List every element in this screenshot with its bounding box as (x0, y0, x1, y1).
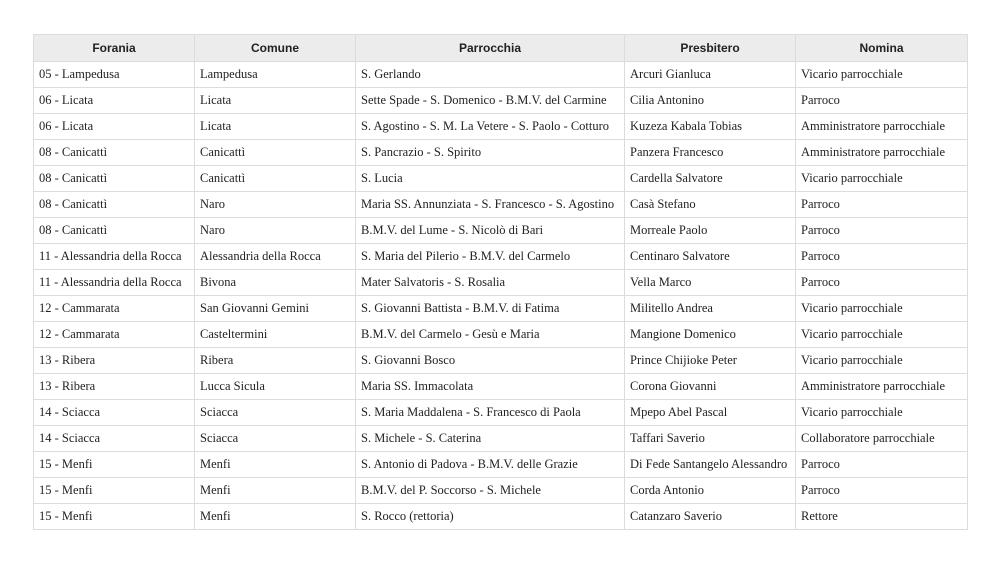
presbitero-cell: Centinaro Salvatore (625, 244, 796, 270)
table-header (34, 35, 968, 62)
forania-header: Forania (34, 35, 195, 62)
presbitero-cell: Panzera Francesco (625, 140, 796, 166)
comune-cell: Menfi (195, 452, 356, 478)
comune-cell: Lucca Sicula (195, 374, 356, 400)
parrocchia-cell: S. Lucia (356, 166, 625, 192)
presbitero-cell: Taffari Saverio (625, 426, 796, 452)
comune-cell: Lampedusa (195, 62, 356, 88)
table-row (34, 504, 968, 530)
comune-cell: Menfi (195, 504, 356, 530)
nomina-cell: Parroco (796, 244, 968, 270)
nomina-cell: Parroco (796, 218, 968, 244)
forania-cell: 14 - Sciacca (34, 400, 195, 426)
forania-cell: 15 - Menfi (34, 478, 195, 504)
presbitero-cell: Cilia Antonino (625, 88, 796, 114)
parrocchia-cell: B.M.V. del Carmelo - Gesù e Maria (356, 322, 625, 348)
presbitero-cell: Casà Stefano (625, 192, 796, 218)
nomina-header: Nomina (796, 35, 968, 62)
parrocchia-cell: S. Giovanni Battista - B.M.V. di Fatima (356, 296, 625, 322)
nomina-cell: Amministratore parrocchiale (796, 140, 968, 166)
presbitero-cell: Corona Giovanni (625, 374, 796, 400)
nomina-cell: Vicario parrocchiale (796, 322, 968, 348)
comune-cell: Menfi (195, 478, 356, 504)
nomina-cell: Collaboratore parrocchiale (796, 426, 968, 452)
presbitero-cell: Morreale Paolo (625, 218, 796, 244)
table-row (34, 192, 968, 218)
parrocchia-header: Parrocchia (356, 35, 625, 62)
presbitero-cell: Mangione Domenico (625, 322, 796, 348)
comune-header: Comune (195, 35, 356, 62)
table-row (34, 270, 968, 296)
nomina-cell: Amministratore parrocchiale (796, 114, 968, 140)
table-row (34, 322, 968, 348)
parrocchia-cell: B.M.V. del P. Soccorso - S. Michele (356, 478, 625, 504)
forania-cell: 14 - Sciacca (34, 426, 195, 452)
presbitero-cell: Kuzeza Kabala Tobias (625, 114, 796, 140)
comune-cell: Canicattì (195, 166, 356, 192)
table-row (34, 62, 968, 88)
parrocchia-cell: S. Michele - S. Caterina (356, 426, 625, 452)
forania-cell: 08 - Canicattì (34, 192, 195, 218)
table-row (34, 400, 968, 426)
parrocchia-cell: S. Agostino - S. M. La Vetere - S. Paolo - Cotturo (356, 114, 625, 140)
comune-cell: Sciacca (195, 400, 356, 426)
table-row (34, 478, 968, 504)
table-row (34, 114, 968, 140)
nomina-cell: Parroco (796, 192, 968, 218)
forania-cell: 11 - Alessandria della Rocca (34, 270, 195, 296)
presbitero-cell: Di Fede Santangelo Alessandro (625, 452, 796, 478)
parrocchia-cell: S. Maria Maddalena - S. Francesco di Paola (356, 400, 625, 426)
presbitero-cell: Militello Andrea (625, 296, 796, 322)
presbitero-cell: Corda Antonio (625, 478, 796, 504)
presbitero-cell: Vella Marco (625, 270, 796, 296)
presbitero-header: Presbitero (625, 35, 796, 62)
forania-cell: 08 - Canicattì (34, 166, 195, 192)
table-row (34, 426, 968, 452)
nomina-cell: Vicario parrocchiale (796, 166, 968, 192)
table-row (34, 166, 968, 192)
comune-cell: San Giovanni Gemini (195, 296, 356, 322)
presbitero-cell: Cardella Salvatore (625, 166, 796, 192)
parrocchia-cell: S. Pancrazio - S. Spirito (356, 140, 625, 166)
comune-cell: Naro (195, 218, 356, 244)
table-body (34, 62, 968, 530)
comune-cell: Naro (195, 192, 356, 218)
forania-cell: 13 - Ribera (34, 374, 195, 400)
nomina-cell: Amministratore parrocchiale (796, 374, 968, 400)
table-row (34, 374, 968, 400)
nomina-cell: Rettore (796, 504, 968, 530)
presbitero-cell: Arcuri Gianluca (625, 62, 796, 88)
nomina-cell: Vicario parrocchiale (796, 400, 968, 426)
comune-cell: Ribera (195, 348, 356, 374)
comune-cell: Licata (195, 88, 356, 114)
nomina-cell: Vicario parrocchiale (796, 296, 968, 322)
comune-cell: Bivona (195, 270, 356, 296)
forania-cell: 05 - Lampedusa (34, 62, 195, 88)
forania-cell: 08 - Canicattì (34, 140, 195, 166)
table-row (34, 244, 968, 270)
nomina-cell: Parroco (796, 270, 968, 296)
comune-cell: Casteltermini (195, 322, 356, 348)
table-row (34, 452, 968, 478)
nomina-cell: Parroco (796, 452, 968, 478)
parrocchia-cell: Maria SS. Annunziata - S. Francesco - S. Agostino (356, 192, 625, 218)
parrocchia-cell: Mater Salvatoris - S. Rosalia (356, 270, 625, 296)
parrocchia-cell: S. Antonio di Padova - B.M.V. delle Grazie (356, 452, 625, 478)
nomina-cell: Vicario parrocchiale (796, 348, 968, 374)
nomina-cell: Parroco (796, 478, 968, 504)
forania-cell: 08 - Canicattì (34, 218, 195, 244)
comune-cell: Licata (195, 114, 356, 140)
comune-cell: Canicattì (195, 140, 356, 166)
nomina-cell: Parroco (796, 88, 968, 114)
comune-cell: Sciacca (195, 426, 356, 452)
table-row (34, 88, 968, 114)
parrocchia-cell: Maria SS. Immacolata (356, 374, 625, 400)
appointments-table (33, 34, 968, 530)
forania-cell: 06 - Licata (34, 88, 195, 114)
parrocchia-cell: Sette Spade - S. Domenico - B.M.V. del Carmine (356, 88, 625, 114)
table-row (34, 218, 968, 244)
presbitero-cell: Mpepo Abel Pascal (625, 400, 796, 426)
table-row (34, 348, 968, 374)
forania-cell: 06 - Licata (34, 114, 195, 140)
parrocchia-cell: S. Giovanni Bosco (356, 348, 625, 374)
forania-cell: 15 - Menfi (34, 504, 195, 530)
forania-cell: 15 - Menfi (34, 452, 195, 478)
forania-cell: 12 - Cammarata (34, 296, 195, 322)
presbitero-cell: Prince Chijioke Peter (625, 348, 796, 374)
appointments-table-container (33, 34, 967, 530)
parrocchia-cell: S. Gerlando (356, 62, 625, 88)
header-row (34, 35, 968, 62)
presbitero-cell: Catanzaro Saverio (625, 504, 796, 530)
parrocchia-cell: B.M.V. del Lume - S. Nicolò di Bari (356, 218, 625, 244)
parrocchia-cell: S. Maria del Pilerio - B.M.V. del Carmelo (356, 244, 625, 270)
forania-cell: 13 - Ribera (34, 348, 195, 374)
table-row (34, 140, 968, 166)
parrocchia-cell: S. Rocco (rettoria) (356, 504, 625, 530)
forania-cell: 12 - Cammarata (34, 322, 195, 348)
forania-cell: 11 - Alessandria della Rocca (34, 244, 195, 270)
nomina-cell: Vicario parrocchiale (796, 62, 968, 88)
comune-cell: Alessandria della Rocca (195, 244, 356, 270)
table-row (34, 296, 968, 322)
